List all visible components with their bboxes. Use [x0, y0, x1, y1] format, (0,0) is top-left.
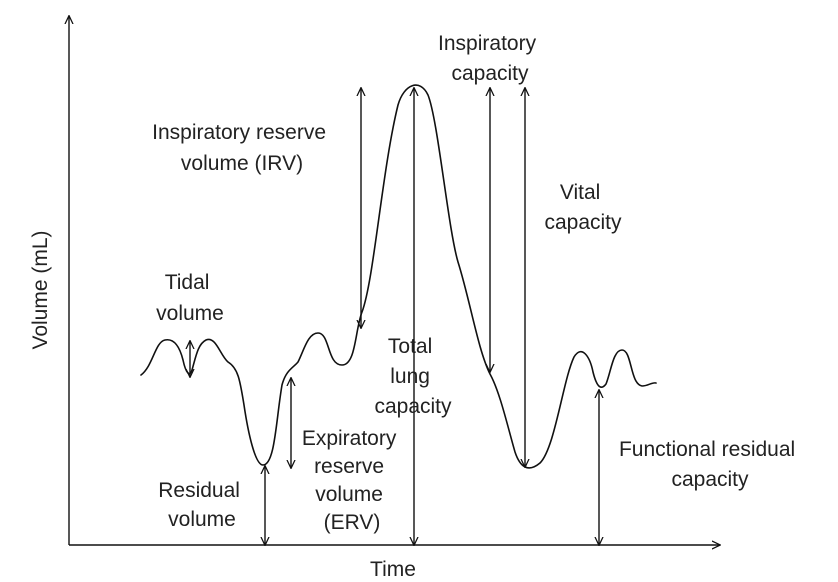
residual-volume-label: Residual volume: [158, 479, 240, 531]
erv-label: Expiratory reserve volume (ERV): [301, 427, 397, 534]
frc-label: Functional residual capacity: [618, 438, 796, 491]
y-axis-label: Volume (mL): [29, 230, 52, 350]
vital-capacity-label: Vital capacity: [544, 181, 622, 234]
inspiratory-capacity-label: Inspiratory capacity: [438, 32, 537, 85]
irv-label: Inspiratory reserve volume (IRV): [152, 121, 327, 175]
tidal-volume-label: Tidal volume: [156, 271, 224, 325]
x-axis-label: Time: [370, 558, 416, 581]
total-lung-capacity-label: Total lung capacity: [374, 335, 452, 418]
